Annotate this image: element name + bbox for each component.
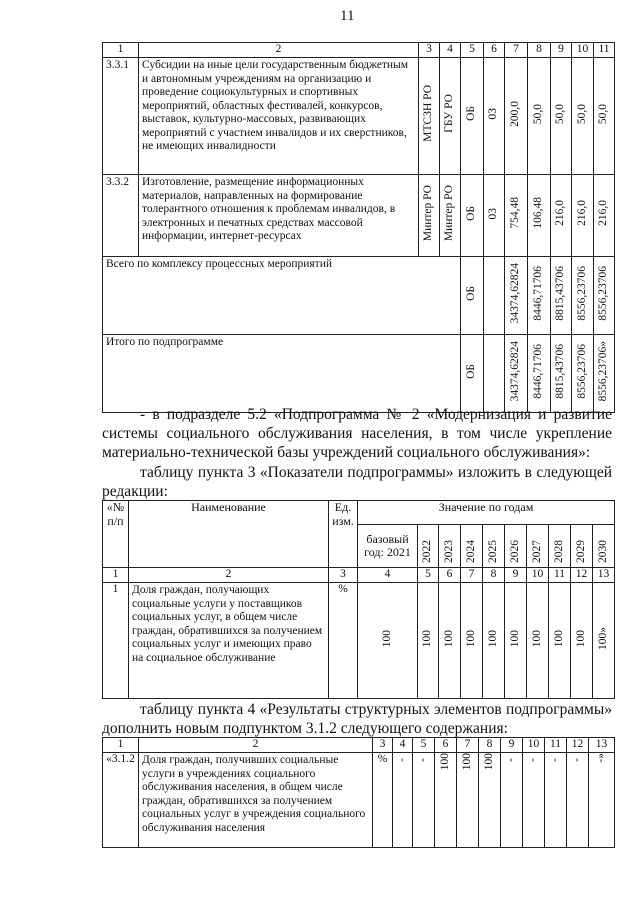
column-number: 7 (461, 568, 483, 583)
value-year: 8556,23706 (597, 265, 610, 321)
header-year: 2023 (442, 539, 455, 563)
header-cell: 5 (461, 43, 484, 58)
value-year: 106,48 (532, 197, 545, 230)
header-year: 2028 (552, 539, 565, 563)
source: ОБ (465, 363, 478, 379)
paragraph-subsection: - в подразделе 5.2 «Подпрограмма № 2 «Модернизация и развитие системы социального обслуживания населения, в том числе укрепление материально-технической базы учреждений социального обслуживания»: (102, 406, 612, 461)
column-number: 11 (549, 568, 571, 583)
header-cell: 8 (479, 738, 501, 753)
header-cell: 6 (435, 738, 457, 753)
row-description: Субсидии на иные цели государственным бюджетным и автономным учреждениям на организацию и проведение социокультурных и спортивных мероприятий, областных фестивалей, конкурсов, выставок, культурно-массовых, развивающих мероприятий с участием инвалидов и их сверстников, не имеющих инвалидности (139, 58, 419, 175)
table-header-row (103, 738, 615, 753)
value: - (548, 758, 561, 762)
total-label: Итого по подпрограмме (103, 335, 461, 413)
value-year: 216,0 (597, 200, 610, 227)
paragraph-table3: таблицу пункта 3 «Показатели подпрограммы» изложить в следующей редакции: (102, 464, 612, 500)
value-total: 754,48 (509, 197, 522, 230)
participant: ГБУ РО (443, 94, 456, 134)
header-year: 2029 (574, 539, 587, 563)
value: 100 (438, 753, 451, 771)
header-cell: 7 (457, 738, 479, 753)
row-number: 1 (103, 583, 129, 699)
header-cell: 3 (373, 738, 393, 753)
value-year: 8446,71706 (532, 265, 545, 321)
value: 100» (596, 626, 609, 650)
page-number: 11 (340, 8, 355, 24)
value-total: 34374,62824 (509, 341, 522, 402)
executor: Минтер РО (422, 185, 435, 242)
header-year: 2022 (421, 539, 434, 563)
value-year: 8815,43706 (554, 265, 567, 321)
activities-table (102, 42, 615, 413)
value-year: 50,0 (575, 103, 588, 124)
column-number: 3 (329, 568, 358, 583)
value-year: 216,0 (575, 200, 588, 227)
header-cell: 6 (484, 43, 505, 58)
header-cell: 11 (594, 43, 615, 58)
header-cell: 9 (501, 738, 523, 753)
column-number: 4 (358, 568, 418, 583)
table-header-row (103, 43, 615, 58)
header-cell: 2 (139, 43, 419, 58)
column-number-row (103, 568, 615, 583)
column-number: 13 (593, 568, 615, 583)
value-year: 8556,23706 (575, 343, 588, 399)
header-num: «№ п/п (103, 501, 129, 568)
header-cell: 10 (572, 43, 594, 58)
row-number: 3.3.1 (103, 58, 139, 175)
header-year: 2024 (464, 539, 477, 563)
header-cell: 8 (528, 43, 551, 58)
column-number: 9 (505, 568, 527, 583)
value-year: 8556,23706» (597, 341, 610, 402)
source: ОБ (465, 285, 478, 301)
value: 100 (460, 753, 473, 771)
header-year: 2026 (508, 539, 521, 563)
result-unit: % (373, 753, 393, 848)
value: 100 (464, 629, 477, 647)
row-number: «3.1.2 (103, 753, 139, 848)
header-cell: 9 (551, 43, 572, 58)
header-cell: 2 (139, 738, 373, 753)
value-year: 8446,71706 (532, 343, 545, 399)
result-name: Доля граждан, получивших социальные услуги в учреждениях социального обслуживания населения, в общем числе граждан, обратившихся за получением социальных услуг в учреждения социального обслуживания населения (139, 753, 373, 848)
table-row (103, 583, 615, 699)
value: - (526, 758, 539, 762)
header-year: 2025 (486, 539, 499, 563)
header-base-year: базовый год: 2021 (358, 525, 418, 568)
header-cell: 4 (393, 738, 413, 753)
value-total: 200,0 (509, 100, 522, 127)
indicators-table (102, 500, 615, 699)
value-total: 34374,62824 (509, 263, 522, 324)
source: ОБ (465, 205, 478, 221)
code: 03 (487, 207, 500, 219)
header-year: 2030 (596, 539, 609, 563)
value: 100 (552, 629, 565, 647)
value: - (504, 758, 517, 762)
column-number: 8 (483, 568, 505, 583)
column-number: 10 (527, 568, 549, 583)
header-cell: 1 (103, 738, 139, 753)
header-cell: 3 (419, 43, 440, 58)
value: - (395, 758, 408, 762)
value: 100 (530, 629, 543, 647)
indicator-name: Доля граждан, получающих социальные услуги у поставщиков социальных услуг, в общем числе граждан, обратившихся за получением социальных услуг и имеющих право на социальное обслуживание (129, 583, 329, 699)
header-cell: 7 (505, 43, 528, 58)
value-year: 50,0 (597, 103, 610, 124)
value: - (416, 758, 429, 762)
value: -» (594, 753, 607, 763)
indicator-unit: % (329, 583, 358, 699)
executor: МТСЗН РО (422, 85, 435, 143)
value: 100 (482, 753, 495, 771)
value: 100 (508, 629, 521, 647)
value: 100 (574, 629, 587, 647)
header-cell: 5 (413, 738, 435, 753)
table-row (103, 175, 615, 257)
value: 100 (486, 629, 499, 647)
value-year: 8815,43706 (554, 343, 567, 399)
value: 100 (380, 629, 393, 647)
header-cell: 12 (567, 738, 589, 753)
value: 100 (442, 629, 455, 647)
total-label: Всего по комплексу процессных мероприятий (103, 257, 461, 335)
header-unit: Ед. изм. (329, 501, 358, 568)
value-year: 50,0 (554, 103, 567, 124)
header-cell: 11 (545, 738, 567, 753)
row-description: Изготовление, размещение информационных материалов, направленных на формирование толерантного отношения к проблемам инвалидов, в электронных и печатных средствах массовой информации, интернет-ресурсах (139, 175, 419, 257)
value: 100 (421, 629, 434, 647)
column-number: 12 (571, 568, 593, 583)
column-number: 1 (103, 568, 129, 583)
header-year: 2027 (530, 539, 543, 563)
header-cell: 13 (589, 738, 615, 753)
results-table (102, 737, 615, 848)
header-cell: 4 (440, 43, 461, 58)
source: ОБ (465, 106, 478, 122)
paragraph-table4: таблицу пункта 4 «Результаты структурных элементов подпрограммы» дополнить новым подпунктом 3.1.2 следующего содержания: (102, 701, 612, 737)
header-cell: 10 (523, 738, 545, 753)
table-row (103, 753, 615, 848)
value-year: 50,0 (532, 103, 545, 124)
total-row (103, 257, 615, 335)
total-row (103, 335, 615, 413)
column-number: 6 (439, 568, 461, 583)
value: - (570, 758, 583, 762)
row-number: 3.3.2 (103, 175, 139, 257)
participant: Минтер РО (443, 185, 456, 242)
header-name: Наименование (129, 501, 329, 568)
column-number: 5 (418, 568, 439, 583)
code: 03 (487, 108, 500, 120)
header-values: Значение по годам (358, 501, 615, 525)
value-year: 8556,23706 (575, 265, 588, 321)
header-cell: 1 (103, 43, 139, 58)
table-row (103, 58, 615, 175)
column-number: 2 (129, 568, 329, 583)
value-year: 216,0 (554, 200, 567, 227)
